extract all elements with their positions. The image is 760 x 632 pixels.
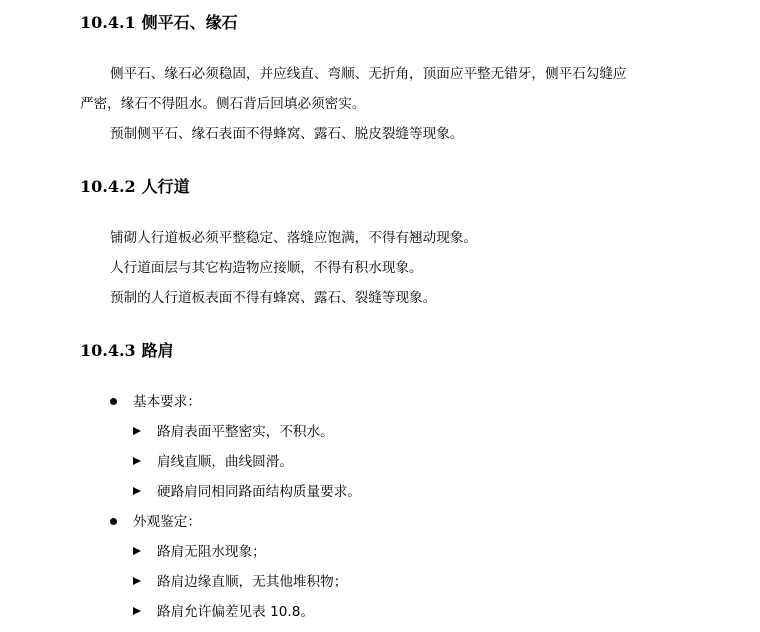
section-heading-10-4-3 [80, 341, 174, 361]
paragraph-continuation: 严密，缘石不得阻水。侧石背后回填必须密实。 [80, 96, 366, 112]
arrow-bullet-icon [133, 547, 141, 555]
sub-list-item [133, 542, 266, 562]
bullet-label: 外观鉴定： [133, 514, 201, 530]
sub-list-text: 路肩表面平整密实，不积水。 [157, 424, 334, 440]
arrow-bullet-icon [133, 577, 141, 585]
sub-list-text: 肩线直顺，曲线圆滑。 [157, 454, 293, 470]
sub-list-item [133, 422, 334, 442]
paragraph: 铺砌人行道板必须平整稳定、落缝应饱满，不得有翘动现象。 [110, 230, 478, 246]
sub-list-text: 路肩允许偏差见表 10.8。 [157, 604, 314, 620]
section-title: 路肩 [141, 341, 174, 360]
section-title: 侧平石、缘石 [141, 13, 238, 32]
sub-list-item [133, 602, 314, 622]
sub-list-item [133, 452, 293, 472]
sub-list-text: 路肩边缘直顺，无其他堆积物； [157, 574, 348, 590]
paragraph: 人行道面层与其它构造物应接顺，不得有积水现象。 [110, 260, 423, 276]
paragraph: 预制的人行道板表面不得有蜂窝、露石、裂缝等现象。 [110, 290, 437, 306]
bullet-item [110, 512, 201, 532]
sub-list-text: 路肩无阻水现象； [157, 544, 266, 560]
paragraph: 侧平石、缘石必须稳固，并应线直、弯顺、无折角，顶面应平整无错牙，侧平石勾缝应 [110, 66, 627, 82]
section-number: 10.4.1 [80, 13, 136, 32]
section-heading-10-4-2 [80, 177, 190, 197]
arrow-bullet-icon [133, 607, 141, 615]
section-number: 10.4.2 [80, 177, 136, 196]
bullet-dot-icon [110, 518, 117, 525]
sub-list-item [133, 482, 361, 502]
section-heading-10-4-1 [80, 13, 238, 33]
arrow-bullet-icon [133, 457, 141, 465]
arrow-bullet-icon [133, 427, 141, 435]
sub-list-item [133, 572, 347, 592]
section-title: 人行道 [141, 177, 190, 196]
section-number: 10.4.3 [80, 341, 136, 360]
bullet-item [110, 392, 201, 412]
paragraph: 预制侧平石、缘石表面不得蜂窝、露石、脱皮裂缝等现象。 [110, 126, 464, 142]
bullet-label: 基本要求： [133, 394, 201, 410]
bullet-dot-icon [110, 398, 117, 405]
sub-list-text: 硬路肩同相同路面结构质量要求。 [157, 484, 361, 500]
arrow-bullet-icon [133, 487, 141, 495]
